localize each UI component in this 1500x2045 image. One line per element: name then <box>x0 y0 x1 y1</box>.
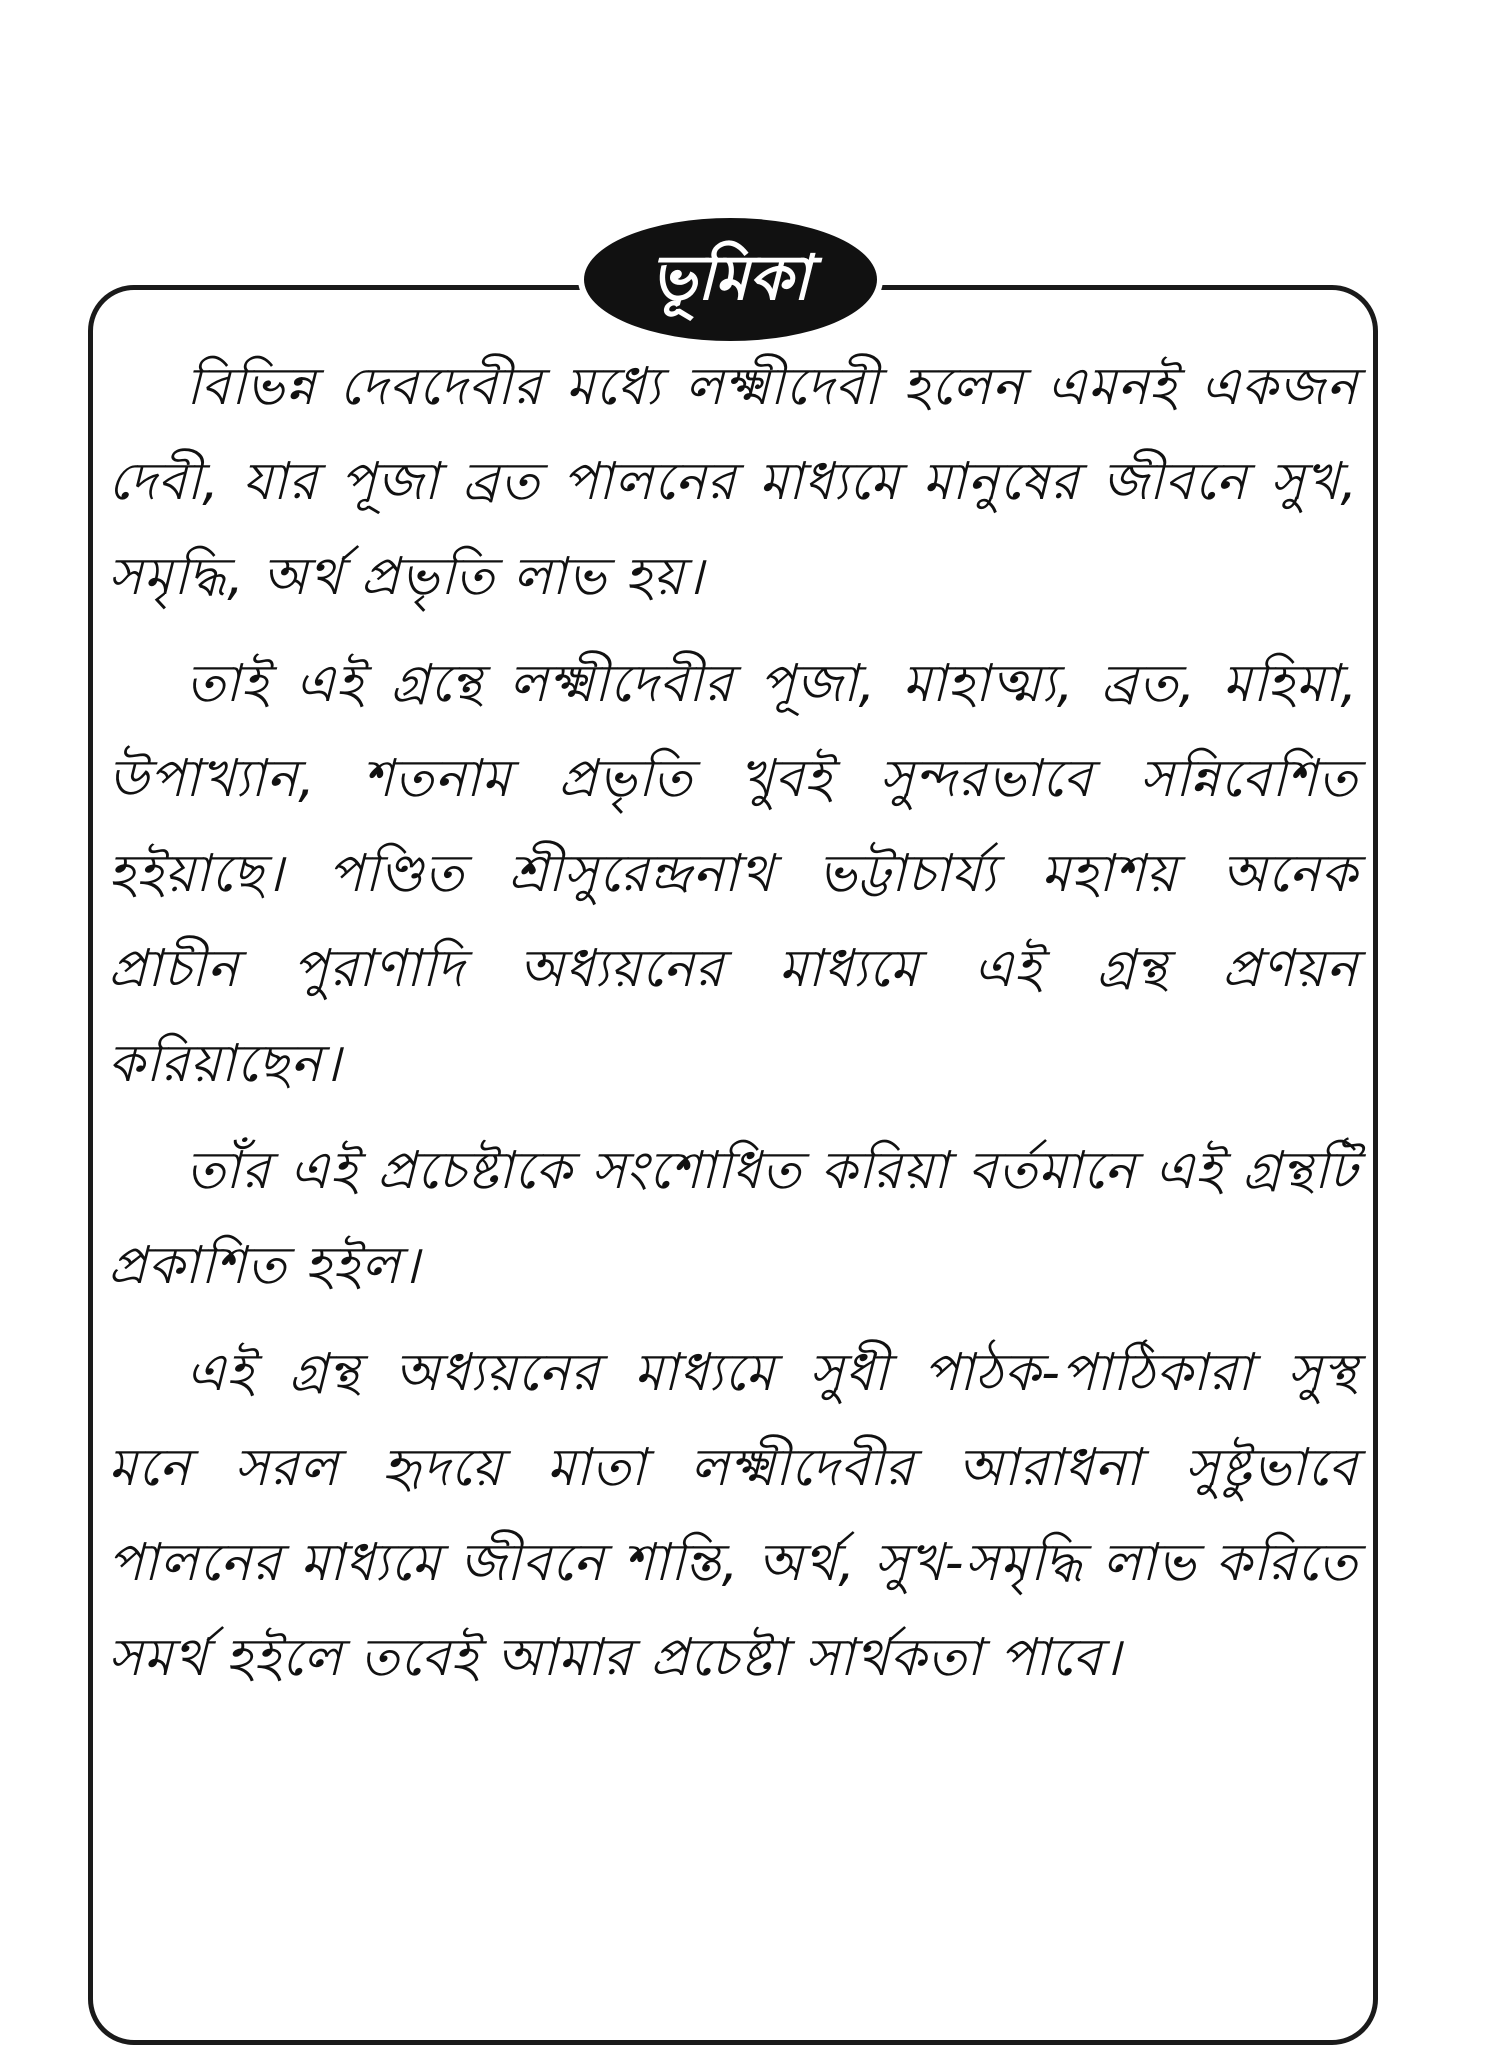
paragraph-4: এই গ্রন্থ অধ্যয়নের মাধ্যমে সুধী পাঠক-পাঠিকারা সুস্থ মনে সরল হৃদয়ে মাতা লক্ষ্মীদেবীর আরাধনা সুষ্টুভাবে পালনের মাধ্যমে জীবনে শান্তি, অর্থ, সুখ-সমৃদ্ধি লাভ করিতে সমর্থ হইলে তবেই আমার প্রচেষ্টা সার্থকতা পাবে। <box>108 1343 1358 1688</box>
page-title: ভূমিকা <box>650 240 811 314</box>
paragraph-2: তাই এই গ্রন্থে লক্ষ্মীদেবীর পূজা, মাহাত্ম্য, ব্রত, মহিমা, উপাখ্যান, শতনাম প্রভৃতি খুবই সুন্দরভাবে সন্নিবেশিত হইয়াছে। পণ্ডিত শ্রীসুরেন্দ্রনাথ ভট্টাচার্য্য মহাশয় অনেক প্রাচীন পুরাণাদি অধ্যয়নের মাধ্যমে এই গ্রন্থ প্রণয়ন করিয়াছেন। <box>108 654 1358 1094</box>
paragraph-3: তাঁর এই প্রচেষ্টাকে সংশোধিত করিয়া বর্তমানে এই গ্রন্থটি প্রকাশিত হইল। <box>108 1141 1358 1296</box>
heading-badge <box>578 212 883 347</box>
paragraph-1: বিভিন্ন দেবদেবীর মধ্যে লক্ষ্মীদেবী হলেন এমনই একজন দেবী, যার পূজা ব্রত পালনের মাধ্যমে মানুষের জীবনে সুখ, সমৃদ্ধি, অর্থ প্রভৃতি লাভ হয়। <box>108 357 1358 607</box>
preface-body <box>108 340 1358 1706</box>
